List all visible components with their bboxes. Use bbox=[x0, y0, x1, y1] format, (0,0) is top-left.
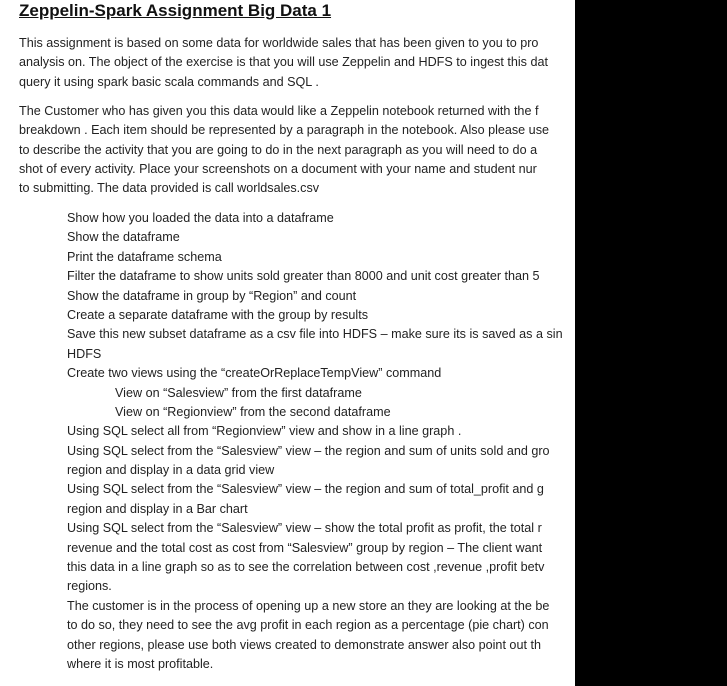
list-item-continuation bbox=[0, 577, 600, 596]
list-item-text: region and display in a Bar chart bbox=[67, 501, 248, 516]
list-item bbox=[0, 364, 600, 383]
list-item-text: to do so, they need to see the avg profit in each region as a percentage (pie chart) con bbox=[67, 618, 549, 633]
list-item-text: Using SQL select from the “Salesview” view – the region and sum of units sold and gro bbox=[67, 443, 550, 458]
list-item-text: this data in a line graph so as to see the correlation between cost ,revenue ,profit betv bbox=[67, 560, 545, 575]
list-item-text: Show how you loaded the data into a dataframe bbox=[67, 211, 334, 225]
list-item-continuation bbox=[0, 500, 600, 519]
list-item-text: Show the dataframe in group by “Region” and count bbox=[67, 288, 357, 303]
list-item-text: Using SQL select all from “Regionview” view and show in a line graph . bbox=[67, 424, 462, 439]
customer-paragraph bbox=[19, 102, 599, 198]
sub-list-item bbox=[0, 403, 600, 422]
customer-line: to describe the activity that you are going to do in the next paragraph as you will need to do a bbox=[19, 142, 538, 157]
list-item-continuation bbox=[0, 616, 600, 635]
list-item-continuation bbox=[0, 558, 600, 577]
list-item bbox=[0, 480, 600, 499]
list-item-text: View on “Salesview” from the first dataframe bbox=[115, 385, 362, 400]
list-item bbox=[0, 287, 600, 306]
intro-paragraph bbox=[19, 34, 599, 92]
list-item bbox=[0, 442, 600, 461]
list-item-text: View on “Regionview” from the second dataframe bbox=[115, 404, 391, 419]
list-item-continuation bbox=[0, 461, 600, 480]
list-item-text: Create two views using the “createOrReplaceTempView” command bbox=[67, 366, 442, 381]
list-item-text: The customer is in the process of opening up a new store an they are looking at the be bbox=[67, 598, 550, 613]
list-item-continuation bbox=[0, 539, 600, 558]
list-item bbox=[0, 306, 600, 325]
list-item-text: Filter the dataframe to show units sold greater than 8000 and unit cost greater than 5 bbox=[67, 269, 540, 284]
list-item-text: Using SQL select from the “Salesview” view – show the total profit as profit, the total r bbox=[67, 521, 542, 536]
list-item-text: Print the dataframe schema bbox=[67, 249, 222, 264]
intro-line: This assignment is based on some data for worldwide sales that has been given to you to pro bbox=[19, 36, 539, 50]
list-item bbox=[0, 325, 600, 344]
list-item bbox=[0, 228, 600, 247]
list-item-continuation bbox=[0, 636, 600, 655]
intro-line: query it using spark basic scala commands and SQL . bbox=[19, 74, 319, 89]
customer-line: breakdown . Each item should be represented by a paragraph in the notebook. Also please use bbox=[19, 123, 549, 138]
list-item-text: Create a separate dataframe with the group by results bbox=[67, 307, 369, 322]
list-item bbox=[0, 248, 600, 267]
document-title: Zeppelin-Spark Assignment Big Data 1 bbox=[19, 1, 332, 20]
list-item-text: HDFS bbox=[67, 346, 102, 361]
list-item-text: regions. bbox=[67, 579, 112, 594]
task-list bbox=[0, 209, 600, 674]
list-item-text: revenue and the total cost as cost from “Salesview” group by region – The client want bbox=[67, 540, 543, 555]
sub-list-item bbox=[0, 384, 600, 403]
list-item bbox=[0, 422, 600, 441]
customer-line: to submitting. The data provided is call worldsales.csv bbox=[19, 181, 320, 196]
list-item-continuation bbox=[0, 345, 600, 364]
customer-line: shot of every activity. Place your screenshots on a document with your name and student nur bbox=[19, 161, 537, 176]
redaction-block bbox=[575, 0, 727, 686]
customer-line: The Customer who has given you this data would like a Zeppelin notebook returned with the f bbox=[19, 104, 539, 118]
list-item bbox=[0, 519, 600, 538]
list-item bbox=[0, 267, 600, 286]
list-item bbox=[0, 209, 600, 228]
list-item-continuation bbox=[0, 655, 600, 674]
list-item-text: other regions, please use both views created to demonstrate answer also point out th bbox=[67, 637, 541, 652]
list-item-text: Using SQL select from the “Salesview” view – the region and sum of total_profit and g bbox=[67, 482, 544, 497]
list-item-text: region and display in a data grid view bbox=[67, 463, 275, 478]
list-item bbox=[0, 597, 600, 616]
list-item-text: where it is most profitable. bbox=[67, 656, 214, 671]
list-item-text: Show the dataframe bbox=[67, 230, 180, 245]
intro-line: analysis on. The object of the exercise is that you will use Zeppelin and HDFS to ingest this dat bbox=[19, 55, 548, 70]
list-item-text: Save this new subset dataframe as a csv file into HDFS – make sure its is saved as a sin bbox=[67, 327, 563, 342]
